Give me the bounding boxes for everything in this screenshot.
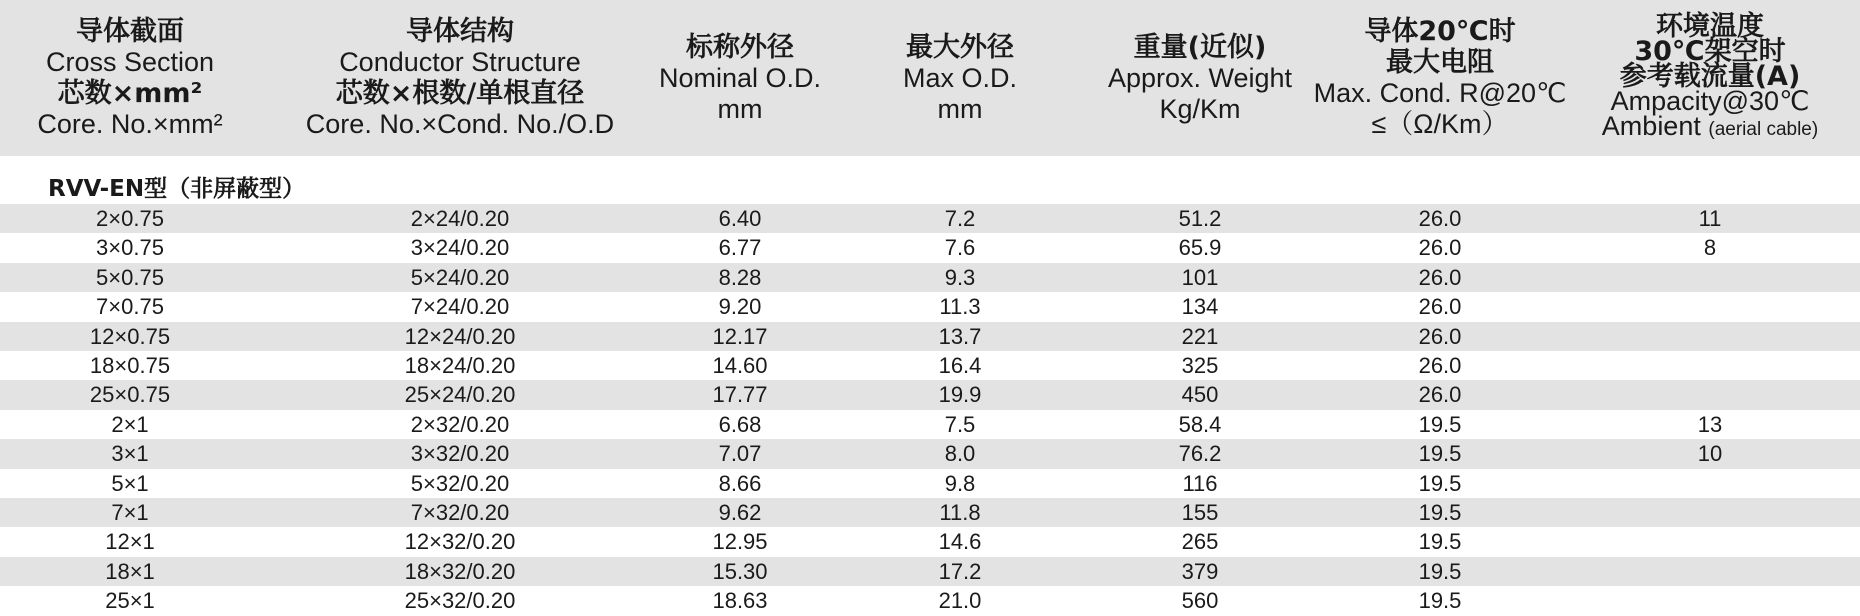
header-weight [1080,0,1320,156]
cell-ampacity [1610,469,1810,498]
cell-max-od: 16.4 [938,352,982,378]
header-cross-section [30,0,230,156]
cell-weight: 155 [1181,499,1219,525]
cell-cross-section: 12×0.75 [89,323,171,349]
header-conductor-structure [255,0,665,156]
cell-ampacity [1610,351,1810,380]
header-line: 导体截面 [76,16,184,47]
cell-resistance: 26.0 [1418,235,1462,261]
header-line: 重量(近似) [1133,31,1267,63]
header-line: Ampacity@30℃ [1610,86,1810,116]
cell-ampacity [1610,380,1810,409]
table-row [0,233,1860,262]
cell-nominal-od: 9.62 [718,499,762,525]
header-max-od [860,0,1060,156]
cell-max-od: 7.5 [944,411,976,437]
header-line: 最大电阻 [1386,47,1494,78]
header-line: Approx. Weight [1107,62,1293,93]
cell-nominal-od: 18.63 [712,588,768,614]
cell-weight: 101 [1181,264,1219,290]
cell-weight: 265 [1181,529,1219,555]
header-line: 环境温度 [1656,11,1764,42]
cell-structure: 3×24/0.20 [410,235,510,261]
cell-weight: 325 [1181,352,1219,378]
cell-ampacity: 8 [1703,235,1717,261]
cell-ampacity [1610,557,1810,586]
header-line: 参考载流量(A) [1619,61,1801,92]
header-line: Kg/Km [1159,93,1241,124]
cell-weight: 379 [1181,558,1219,584]
header-line: 导体结构 [406,16,514,47]
cell-resistance: 19.5 [1418,588,1462,614]
cell-structure: 5×24/0.20 [410,264,510,290]
table-row [0,410,1860,439]
cell-ampacity: 13 [1697,411,1723,437]
cell-max-od: 9.8 [944,470,976,496]
table-row [0,263,1860,292]
cell-weight: 51.2 [1178,206,1222,231]
cell-max-od: 9.3 [944,264,976,290]
cell-cross-section: 25×0.75 [89,382,171,408]
cell-structure: 7×24/0.20 [410,294,510,320]
header-nominal-od [640,0,840,156]
cell-nominal-od: 12.95 [712,529,768,555]
cell-ampacity [1610,322,1810,351]
table-row [0,292,1860,321]
cell-nominal-od: 15.30 [712,558,768,584]
cell-ampacity [1610,498,1810,527]
cell-nominal-od: 6.40 [718,206,762,231]
cell-max-od: 7.6 [944,235,976,261]
cell-resistance: 26.0 [1418,323,1462,349]
cell-weight: 450 [1181,382,1219,408]
cell-nominal-od: 9.20 [718,294,762,320]
header-line: Nominal O.D. [658,62,822,93]
table-row [0,439,1860,468]
cell-max-od: 11.3 [939,294,981,320]
table-row [0,527,1860,556]
cell-nominal-od: 17.77 [712,382,768,408]
cell-resistance: 26.0 [1418,352,1462,378]
header-line: 30℃架空时 [1634,36,1786,67]
cell-structure: 12×24/0.20 [404,323,516,349]
table-row [0,586,1860,615]
header-line: 最大外径 [906,31,1014,63]
header-resistance [1300,0,1580,156]
cell-weight: 58.4 [1178,411,1222,437]
header-line [1601,111,1819,142]
cell-structure: 2×32/0.20 [410,411,510,437]
header-ampacity [1585,0,1835,156]
cell-max-od: 19.9 [938,382,982,408]
header-line: 导体20℃时 [1364,16,1516,47]
cell-resistance: 19.5 [1418,441,1462,467]
cell-max-od: 21.0 [938,588,982,614]
cell-nominal-od: 6.68 [718,411,762,437]
header-line: mm [937,93,983,124]
header-line: Conductor Structure [339,47,581,77]
table-row [0,557,1860,586]
cell-weight: 65.9 [1178,235,1222,261]
header-line: 芯数×根数/单根直径 [335,78,585,109]
cell-cross-section: 2×0.75 [96,206,164,231]
cell-nominal-od: 7.07 [718,441,762,467]
cell-weight: 116 [1182,470,1218,496]
cell-resistance: 19.5 [1418,558,1462,584]
cell-cross-section: 18×1 [105,558,155,584]
cell-nominal-od: 6.77 [718,235,762,261]
cell-structure: 25×24/0.20 [404,382,516,408]
cell-cross-section: 25×1 [105,588,155,614]
header-line: Cross Section [45,47,215,77]
table-row [0,469,1860,498]
table-row [0,498,1860,527]
cell-ampacity [1610,263,1810,292]
header-line: ≤（Ω/Km） [1371,109,1509,139]
cell-resistance: 26.0 [1418,206,1462,231]
cell-cross-section: 12×1 [105,529,155,555]
cell-cross-section: 18×0.75 [89,352,171,378]
header-line: 芯数×mm² [57,78,203,109]
cell-structure: 5×32/0.20 [410,470,510,496]
cell-resistance: 26.0 [1418,294,1462,320]
cell-resistance: 19.5 [1418,529,1462,555]
cell-weight: 221 [1181,323,1219,349]
cell-resistance: 26.0 [1418,382,1462,408]
cell-structure: 2×24/0.20 [410,206,510,231]
cell-resistance: 19.5 [1418,499,1462,525]
cell-weight: 134 [1181,294,1219,320]
cell-max-od: 7.2 [944,206,976,231]
table-row [0,351,1860,380]
cell-nominal-od: 8.28 [718,264,762,290]
table-header [0,0,1860,156]
cell-nominal-od: 14.60 [712,352,768,378]
cell-ampacity [1610,586,1810,615]
cell-resistance: 19.5 [1418,411,1462,437]
cell-max-od: 13.7 [938,323,982,349]
cell-max-od: 8.0 [944,441,976,467]
cell-max-od: 11.8 [939,499,981,525]
cell-structure: 7×32/0.20 [410,499,510,525]
cell-cross-section: 3×1 [111,441,149,467]
table-row [0,204,1860,233]
header-ambient: Ambient [1601,111,1701,141]
cell-structure: 18×32/0.20 [404,558,516,584]
cell-weight: 560 [1181,588,1219,614]
cell-nominal-od: 8.66 [718,470,762,496]
cell-cross-section: 5×0.75 [96,264,164,290]
header-aerial-cable: (aerial cable) [1708,119,1819,140]
cell-structure: 25×32/0.20 [404,588,516,614]
header-line: Max. Cond. R@20℃ [1313,78,1567,108]
section-label: RVV-EN型（非屏蔽型） [48,176,306,202]
cell-structure: 3×32/0.20 [410,441,510,467]
cell-cross-section: 5×1 [111,470,149,496]
cell-nominal-od: 12.17 [712,323,768,349]
cell-cross-section: 7×0.75 [96,294,164,320]
cell-ampacity [1610,527,1810,556]
header-line: Max O.D. [902,62,1017,93]
cell-ampacity: 11 [1698,206,1722,231]
cell-ampacity [1610,292,1810,321]
cell-max-od: 17.2 [938,558,982,584]
cell-cross-section: 7×1 [111,499,149,525]
table-row [0,380,1860,409]
header-line: 标称外径 [686,31,794,63]
cell-max-od: 14.6 [938,529,982,555]
header-line: Core. No.×mm² [37,109,223,139]
cell-resistance: 19.5 [1418,470,1462,496]
header-line: mm [717,93,763,124]
table-body [0,204,1860,615]
cell-cross-section: 2×1 [111,411,149,437]
cell-structure: 18×24/0.20 [404,352,516,378]
table-row [0,322,1860,351]
header-line: Core. No.×Cond. No./O.D [305,109,615,139]
cell-structure: 12×32/0.20 [404,529,516,555]
cell-cross-section: 3×0.75 [96,235,164,261]
cell-resistance: 26.0 [1418,264,1462,290]
cell-weight: 76.2 [1178,441,1222,467]
cell-ampacity: 10 [1697,441,1723,467]
